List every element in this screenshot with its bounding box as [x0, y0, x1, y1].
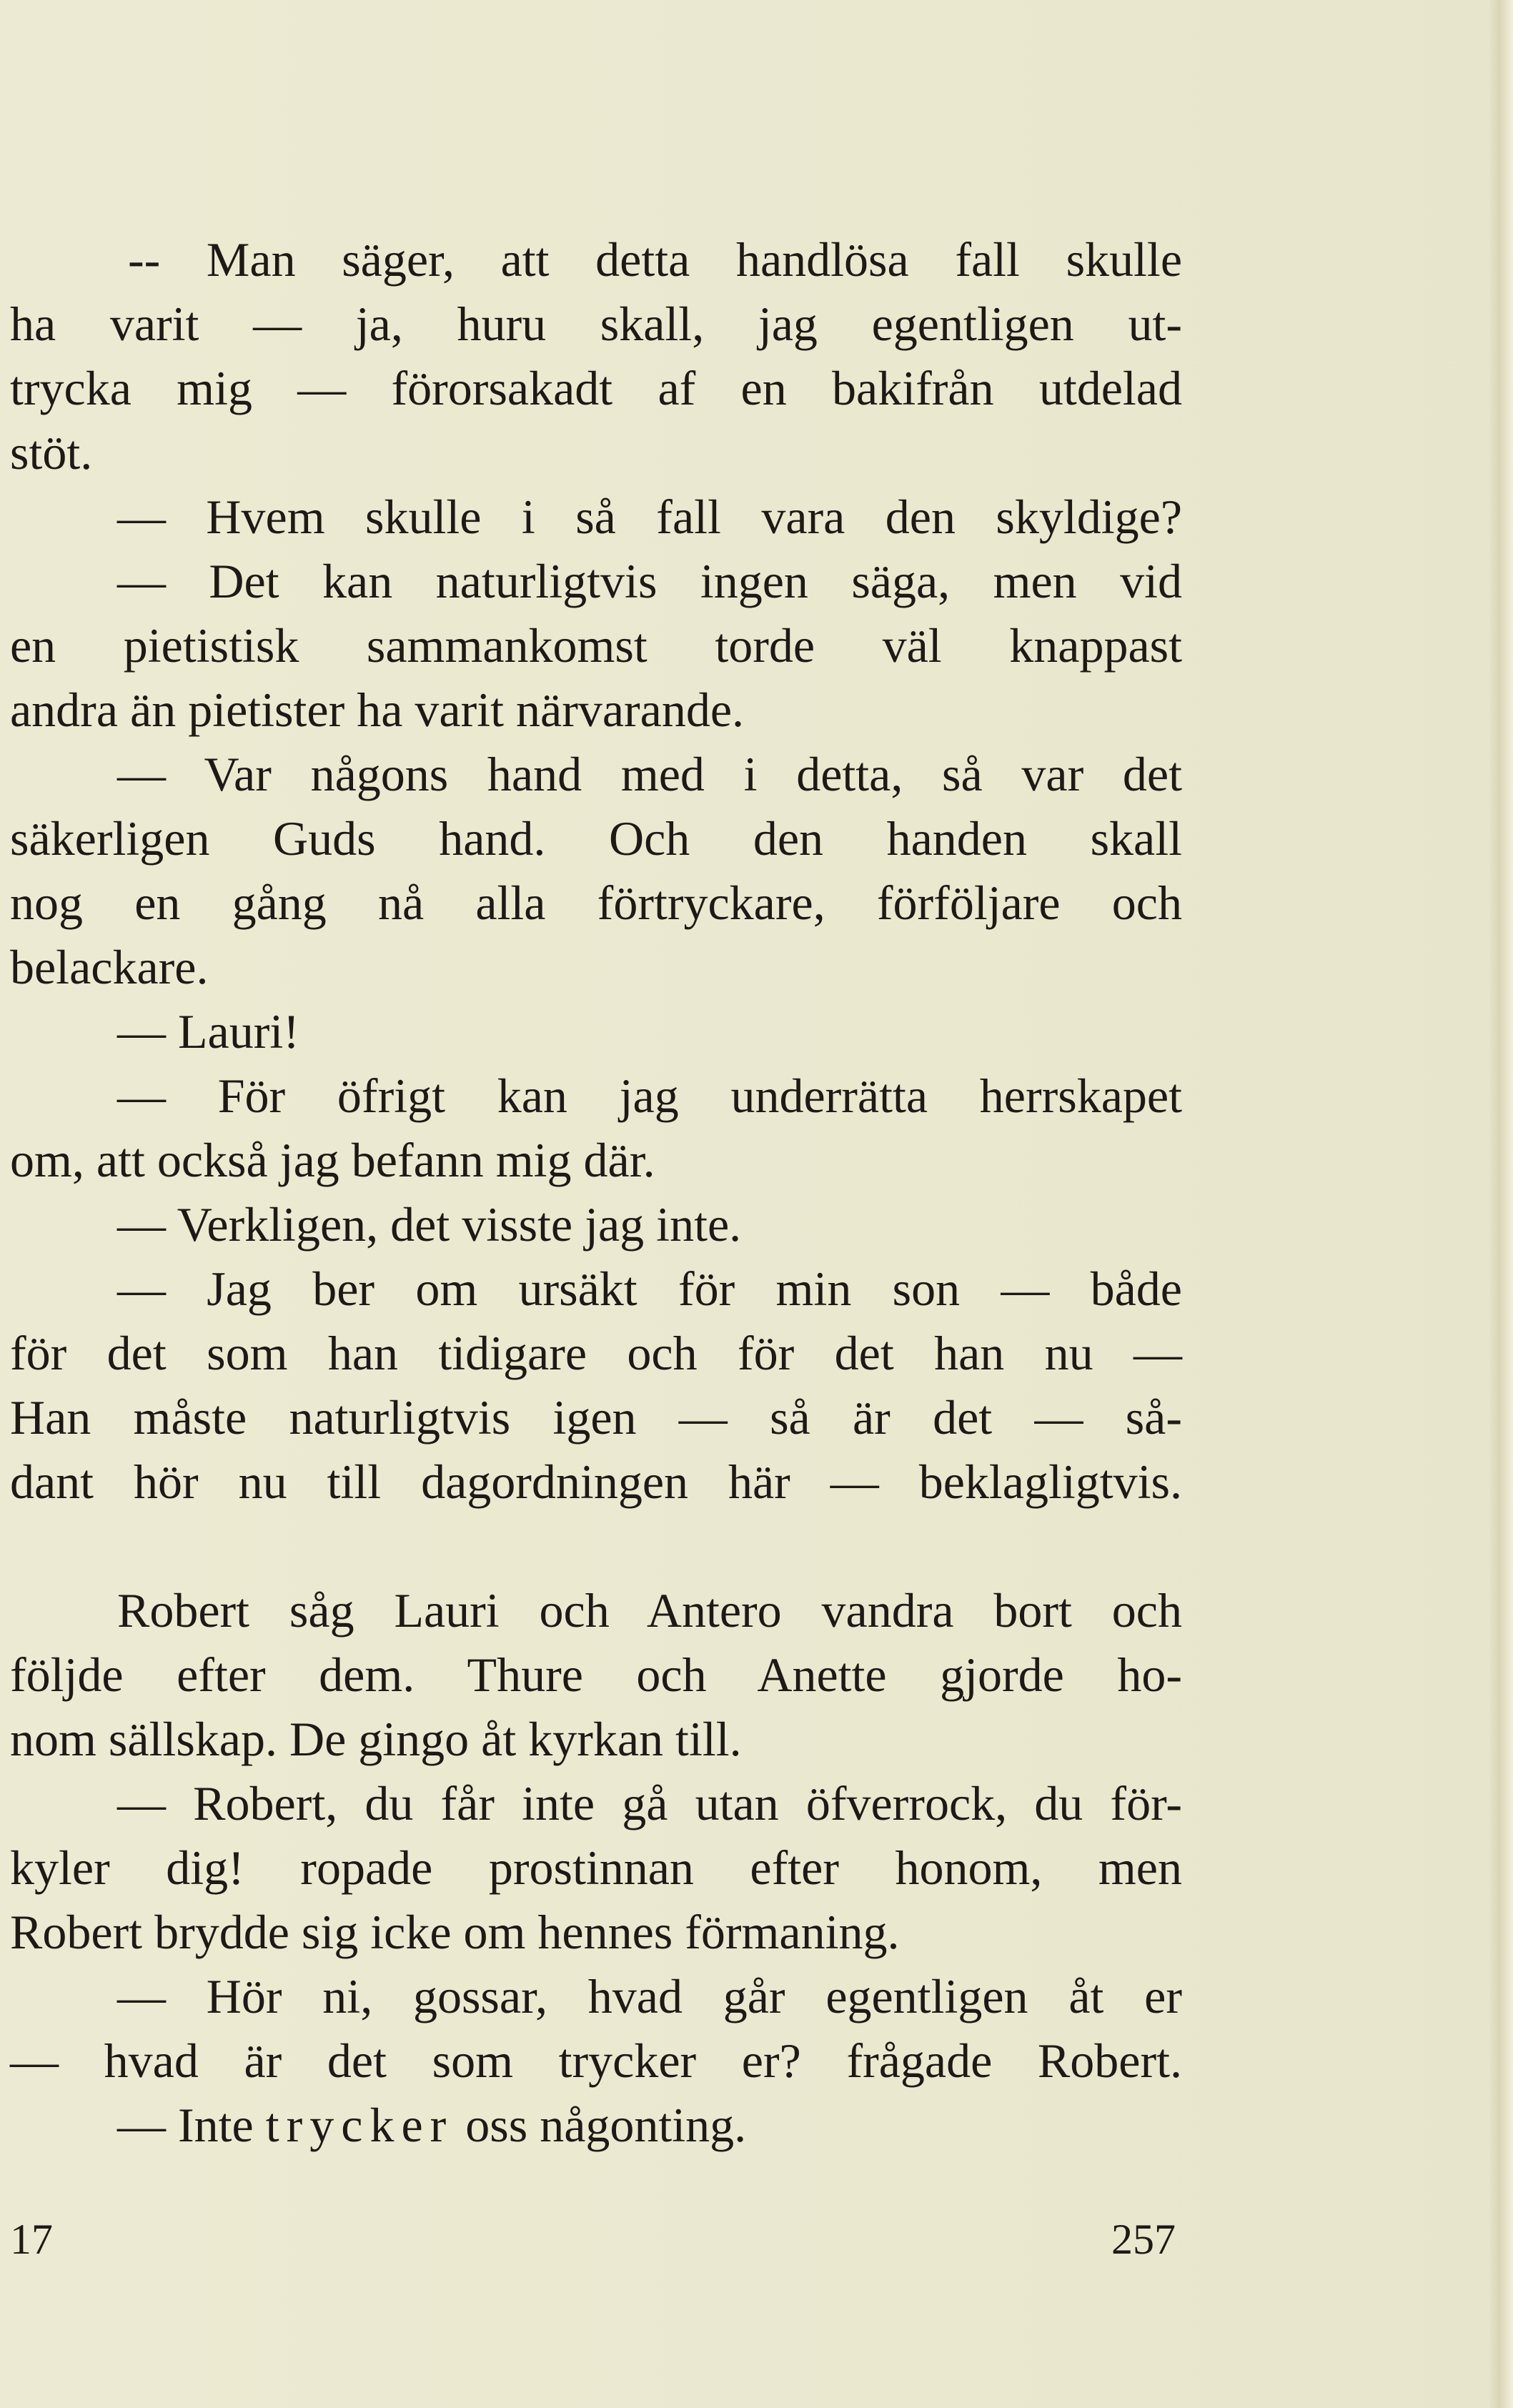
text-line: — Hvem skulle i så fall vara den skyldige?	[117, 490, 1182, 544]
text-line: dant hör nu till dagordningen här — beklagligtvis.	[10, 1455, 1182, 1509]
text-line: belackare.	[10, 940, 209, 994]
text-run: — Inte	[117, 2098, 254, 2152]
text-line: Robert brydde sig icke om hennes förmaning.	[10, 1905, 900, 1959]
text-line: — För öfrigt kan jag underrätta herrskapet	[117, 1069, 1182, 1123]
spaced-emphasis: trycker	[265, 2098, 454, 2152]
text-line: trycka mig — förorsakadt af en bakifrån utdelad	[10, 361, 1182, 415]
text-line: om, att också jag befann mig där.	[10, 1133, 655, 1187]
text-line: — Lauri!	[117, 1004, 299, 1059]
page-number: 257	[1111, 2216, 1176, 2263]
text-line: — hvad är det som trycker er? frågade Robert.	[10, 2033, 1182, 2088]
signature-mark: 17	[10, 2216, 53, 2263]
text-run: oss någonting.	[465, 2098, 747, 2152]
text-line: — Det kan naturligtvis ingen säga, men vid	[117, 554, 1182, 608]
text-line: stöt.	[10, 425, 93, 480]
text-line: ha varit — ja, huru skall, jag egentligen ut-	[10, 297, 1182, 351]
text-line: nog en gång nå alla förtryckare, förföljare och	[10, 876, 1182, 930]
text-line: andra än pietister ha varit närvarande.	[10, 683, 745, 737]
text-line: — Jag ber om ursäkt för min son — både	[117, 1262, 1182, 1316]
text-line: — Robert, du får inte gå utan öfverrock, du för-	[117, 1776, 1182, 1830]
text-line: för det som han tidigare och för det han nu —	[10, 1326, 1182, 1380]
text-line: — Var någons hand med i detta, så var det	[117, 747, 1182, 801]
text-line: kyler dig! ropade prostinnan efter honom, men	[10, 1840, 1182, 1895]
text-line	[10, 2093, 1182, 2157]
text-line: säkerligen Guds hand. Och den handen skall	[10, 811, 1182, 866]
page-edge-shadow	[1490, 0, 1513, 2408]
text-line: nom sällskap. De gingo åt kyrkan till.	[10, 1712, 742, 1766]
text-line: en pietistisk sammankomst torde väl knappast	[10, 618, 1182, 673]
text-line: Robert såg Lauri och Antero vandra bort och	[117, 1583, 1182, 1637]
text-line: följde efter dem. Thure och Anette gjorde ho-	[10, 1648, 1182, 1702]
text-line: Han måste naturligtvis igen — så är det — så-	[10, 1390, 1182, 1445]
text-line: -- Man säger, att detta handlösa fall skulle	[128, 232, 1182, 287]
text-line: — Hör ni, gossar, hvad går egentligen åt er	[117, 1969, 1182, 2023]
text-line: — Verkligen, det visste jag inte.	[117, 1197, 742, 1252]
